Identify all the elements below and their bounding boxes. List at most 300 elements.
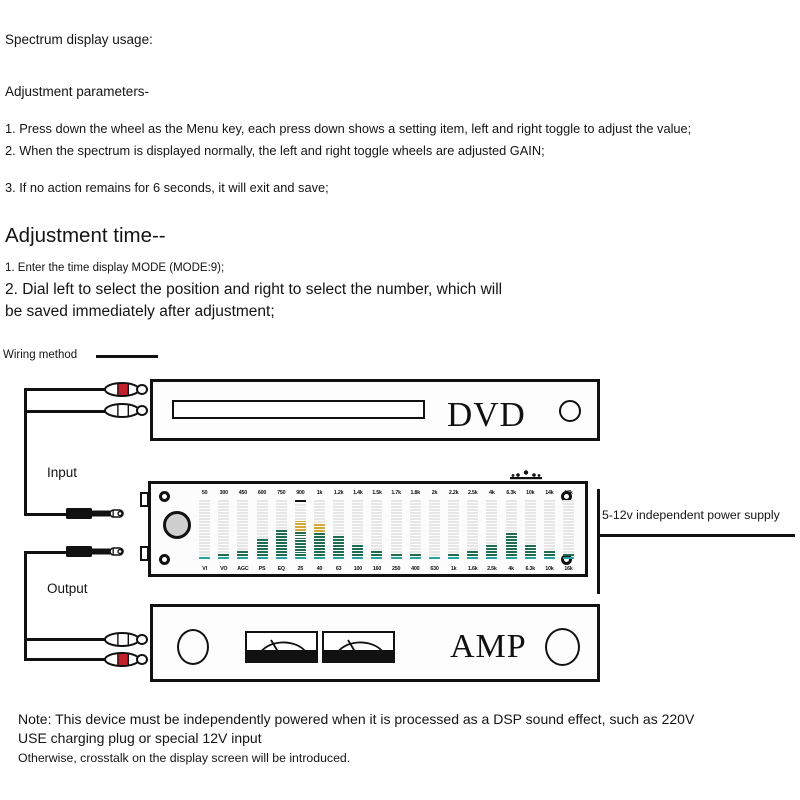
spectrum-segment [352, 557, 363, 559]
spectrum-segment [276, 506, 287, 508]
spectrum-segment [429, 533, 440, 535]
spectrum-segment [486, 524, 497, 526]
spectrum-segment [410, 518, 421, 520]
spectrum-segment [257, 554, 268, 556]
spectrum-segment [525, 554, 536, 556]
spectrum-segment [525, 539, 536, 541]
spectrum-segment [333, 521, 344, 523]
spectrum-display-panel [148, 481, 588, 577]
spectrum-segment [371, 500, 382, 502]
spectrum-bottom-label: VI [202, 566, 207, 572]
spectrum-segment [448, 530, 459, 532]
spectrum-segment [237, 512, 248, 514]
spectrum-segment [314, 536, 325, 538]
spectrum-top-label: 18k [564, 490, 573, 496]
spectrum-segment [257, 542, 268, 544]
spectrum-segment [544, 527, 555, 529]
spectrum-segment [506, 524, 517, 526]
wire-input-second [24, 410, 106, 413]
panel-side-connector-bottom [140, 546, 149, 561]
spectrum-segment [563, 545, 574, 547]
spectrum-segment [237, 524, 248, 526]
spectrum-segment [429, 500, 440, 502]
time-step-1: 1. Enter the time display MODE (MODE:9); [5, 262, 225, 274]
spectrum-segment [276, 515, 287, 517]
spectrum-segment [295, 507, 306, 509]
spectrum-bottom-label: AGC [237, 566, 249, 572]
spectrum-segment [391, 530, 402, 532]
rca-connector-white-output [104, 632, 150, 647]
spectrum-segment [506, 521, 517, 523]
spectrum-segment [276, 542, 287, 544]
spectrum-segment [295, 538, 306, 540]
spectrum-segment [467, 521, 478, 523]
spectrum-segment [448, 512, 459, 514]
spectrum-segment [410, 557, 421, 559]
usage-title: Spectrum display usage: [5, 32, 153, 47]
spectrum-segment [391, 539, 402, 541]
spectrum-segment [486, 530, 497, 532]
antenna-icon [510, 470, 542, 480]
spectrum-segment [525, 548, 536, 550]
spectrum-segment [506, 551, 517, 553]
spectrum-segment [429, 512, 440, 514]
dvd-label: DVD [447, 395, 526, 434]
spectrum-segment [448, 500, 459, 502]
spectrum-segment [276, 548, 287, 550]
spectrum-segment [237, 515, 248, 517]
spectrum-segment [467, 500, 478, 502]
spectrum-segment [352, 545, 363, 547]
spectrum-segment [295, 549, 306, 551]
note-line-2: USE charging plug or special 12V input [18, 730, 262, 746]
amp-knob-right[interactable] [545, 628, 580, 666]
spectrum-bottom-label: 25 [297, 566, 304, 572]
param-step-1: 1. Press down the wheel as the Menu key, each press down shows a setting item, left and right toggle to adjust the value; [5, 121, 692, 136]
spectrum-segment [448, 521, 459, 523]
spectrum-segment [218, 530, 229, 532]
spectrum-segment [563, 524, 574, 526]
spectrum-segment [410, 500, 421, 502]
spectrum-segment [544, 509, 555, 511]
wire-output-rca-bot [24, 658, 106, 661]
spectrum-segment [333, 506, 344, 508]
dvd-disc-slot [172, 400, 425, 419]
spectrum-segment [371, 521, 382, 523]
spectrum-segment [429, 536, 440, 538]
spectrum-segment [467, 536, 478, 538]
spectrum-segment [237, 533, 248, 535]
spectrum-bottom-label: 160 [372, 566, 382, 572]
spectrum-bar-column [310, 500, 329, 560]
spectrum-segment [199, 536, 210, 538]
spectrum-segment [352, 554, 363, 556]
spectrum-bar-column [425, 500, 444, 560]
spectrum-segment [544, 524, 555, 526]
spectrum-segment [506, 533, 517, 535]
spectrum-bar-column [406, 500, 425, 560]
spectrum-segment [276, 500, 287, 502]
spectrum-segment [525, 515, 536, 517]
spectrum-segment [371, 536, 382, 538]
spectrum-segment [486, 521, 497, 523]
spectrum-segment [506, 539, 517, 541]
spectrum-segment [371, 542, 382, 544]
spectrum-segment [467, 503, 478, 505]
spectrum-bottom-label: 1k [450, 566, 457, 572]
spectrum-segment [199, 503, 210, 505]
spectrum-segment [314, 503, 325, 505]
spectrum-segment [563, 512, 574, 514]
spectrum-segment [295, 529, 306, 531]
spectrum-segment [410, 506, 421, 508]
spectrum-segment [314, 533, 325, 535]
spectrum-segment [391, 548, 402, 550]
spectrum-bottom-label: 16k [564, 566, 573, 572]
spectrum-segment [544, 503, 555, 505]
spectrum-bottom-label: EQ [277, 566, 285, 572]
spectrum-segment [333, 512, 344, 514]
spectrum-segment [525, 524, 536, 526]
spectrum-segment [295, 518, 306, 520]
spectrum-segment [333, 548, 344, 550]
spectrum-segment [257, 500, 268, 502]
spectrum-segment [448, 509, 459, 511]
spectrum-segment [295, 504, 306, 506]
spectrum-segment [506, 536, 517, 538]
spectrum-segment [257, 557, 268, 559]
note-line-1: Note: This device must be independently powered when it is processed as a DSP sound effect, such as 220V [18, 711, 695, 727]
spectrum-segment [429, 548, 440, 550]
spectrum-segment [218, 506, 229, 508]
spectrum-segment [525, 500, 536, 502]
spectrum-top-label: 1.4k [353, 490, 363, 496]
spectrum-segment [391, 521, 402, 523]
spectrum-segment [333, 539, 344, 541]
spectrum-segment [199, 515, 210, 517]
spectrum-top-label: 2.2k [448, 490, 459, 496]
spectrum-segment [314, 515, 325, 517]
spectrum-segment [199, 557, 210, 559]
spectrum-segment [295, 523, 306, 525]
spectrum-segment [506, 530, 517, 532]
spectrum-segment [257, 503, 268, 505]
spectrum-segment [429, 545, 440, 547]
spectrum-segment [467, 512, 478, 514]
spectrum-segment [257, 533, 268, 535]
spectrum-segment [314, 530, 325, 532]
spectrum-segment [371, 524, 382, 526]
spectrum-bottom-label: 630 [430, 566, 439, 572]
spectrum-segment [314, 539, 325, 541]
spectrum-segment [333, 509, 344, 511]
rca-connector-red-output [104, 652, 150, 667]
spectrum-segment [448, 548, 459, 550]
spectrum-segment [544, 542, 555, 544]
time-step-2-line2: be saved immediately after adjustment; [5, 303, 275, 320]
spectrum-segment [486, 542, 497, 544]
spectrum-segment [371, 545, 382, 547]
spectrum-segment [333, 551, 344, 553]
spectrum-segment [391, 554, 402, 556]
spectrum-bar-column [291, 500, 310, 560]
spectrum-segment [199, 506, 210, 508]
spectrum-bar-column [233, 500, 252, 560]
spectrum-segment [467, 545, 478, 547]
spectrum-segment [448, 545, 459, 547]
spectrum-top-label: 2.5k [468, 490, 478, 496]
spectrum-segment [218, 539, 229, 541]
spectrum-segment [563, 503, 574, 505]
spectrum-segment [391, 503, 402, 505]
spectrum-segment [237, 506, 248, 508]
spectrum-segment [276, 524, 287, 526]
spectrum-segment [352, 509, 363, 511]
spectrum-segment [467, 509, 478, 511]
spectrum-segment [237, 557, 248, 559]
spectrum-segment [257, 524, 268, 526]
spectrum-segment [199, 551, 210, 553]
input-label: Input [47, 465, 78, 480]
spectrum-top-label: 1.7k [391, 490, 401, 496]
spectrum-segment [333, 524, 344, 526]
spectrum-segment [218, 536, 229, 538]
spectrum-segment [276, 521, 287, 523]
spectrum-segment [237, 521, 248, 523]
spectrum-segment [467, 515, 478, 517]
spectrum-segment [544, 512, 555, 514]
spectrum-segment [467, 551, 478, 553]
spectrum-segment [467, 554, 478, 556]
spectrum-segment [467, 518, 478, 520]
spectrum-segment [429, 503, 440, 505]
spectrum-segment [276, 512, 287, 514]
spectrum-segment [544, 554, 555, 556]
spectrum-segment [276, 551, 287, 553]
spectrum-segment [544, 557, 555, 559]
spectrum-segment [257, 512, 268, 514]
spectrum-segment [486, 518, 497, 520]
spectrum-segment [486, 533, 497, 535]
spectrum-segment [352, 539, 363, 541]
spectrum-segment [525, 518, 536, 520]
spectrum-bar-column [252, 500, 271, 560]
spectrum-segment [295, 512, 306, 514]
spectrum-segment [506, 545, 517, 547]
spectrum-segment [218, 551, 229, 553]
power-supply-label: 5-12v independent power supply [602, 508, 780, 522]
params-title: Adjustment parameters- [5, 84, 150, 99]
spectrum-segment [448, 536, 459, 538]
spectrum-segment [218, 554, 229, 556]
spectrum-segment [391, 506, 402, 508]
spectrum-bar-column [367, 500, 386, 560]
spectrum-segment [333, 530, 344, 532]
spectrum-segment [467, 527, 478, 529]
wiring-underline [96, 355, 158, 358]
spectrum-bar-column [540, 500, 559, 560]
spectrum-segment [371, 527, 382, 529]
spectrum-top-label: 2k [431, 490, 438, 496]
spectrum-segment [525, 527, 536, 529]
encoder-wheel-knob[interactable] [163, 511, 191, 539]
spectrum-segment [486, 503, 497, 505]
spectrum-segment [410, 533, 421, 535]
spectrum-segment [410, 509, 421, 511]
spectrum-segment [295, 521, 306, 523]
panel-side-connector-top [140, 492, 149, 507]
spectrum-segment [525, 542, 536, 544]
spectrum-segment [506, 557, 517, 559]
spectrum-bottom-label: VO [220, 566, 228, 572]
spectrum-segment [563, 506, 574, 508]
spectrum-segment [371, 539, 382, 541]
spectrum-bottom-label: PS [258, 566, 266, 572]
spectrum-segment [199, 548, 210, 550]
vu-meter-left-base [247, 650, 316, 661]
spectrum-top-label: 1.8k [410, 490, 421, 496]
spectrum-segment [486, 539, 497, 541]
spectrum-segment [467, 548, 478, 550]
spectrum-bars [195, 500, 578, 560]
spectrum-segment [257, 509, 268, 511]
spectrum-segment [352, 518, 363, 520]
spectrum-segment [544, 530, 555, 532]
spectrum-segment [371, 515, 382, 517]
spectrum-segment [391, 512, 402, 514]
spectrum-segment [276, 536, 287, 538]
spectrum-segment [218, 524, 229, 526]
spectrum-segment [333, 500, 344, 502]
wire-input-to-jack [24, 513, 69, 516]
spectrum-segment [295, 552, 306, 554]
screw-bottom-left [159, 554, 170, 565]
time-step-2-line1: 2. Dial left to select the position and right to select the number, which will [5, 281, 503, 298]
spectrum-segment [429, 542, 440, 544]
spectrum-segment [371, 548, 382, 550]
spectrum-segment [257, 551, 268, 553]
spectrum-bottom-label: 400 [411, 566, 420, 572]
spectrum-segment [352, 530, 363, 532]
spectrum-segment [371, 551, 382, 553]
spectrum-segment [257, 536, 268, 538]
spectrum-segment [563, 536, 574, 538]
spectrum-segment [237, 509, 248, 511]
spectrum-segment [563, 554, 574, 556]
spectrum-segment [333, 554, 344, 556]
spectrum-segment [448, 506, 459, 508]
spectrum-segment [371, 512, 382, 514]
spectrum-segment [276, 539, 287, 541]
spectrum-segment [295, 557, 306, 559]
spectrum-segment [352, 512, 363, 514]
spectrum-segment [295, 526, 306, 528]
spectrum-segment [276, 533, 287, 535]
spectrum-bottom-label: 2.5k [487, 566, 497, 572]
spectrum-segment [333, 518, 344, 520]
spectrum-segment [410, 536, 421, 538]
spectrum-segment [448, 527, 459, 529]
spectrum-segment [276, 530, 287, 532]
spectrum-segment [391, 515, 402, 517]
spectrum-segment [563, 500, 574, 502]
spectrum-segment [314, 545, 325, 547]
spectrum-segment [525, 512, 536, 514]
spectrum-segment [429, 509, 440, 511]
rca-connector-white-input [104, 403, 150, 418]
spectrum-segment [237, 548, 248, 550]
dvd-knob[interactable] [559, 400, 581, 422]
spectrum-segment [314, 551, 325, 553]
spectrum-segment [276, 557, 287, 559]
spectrum-bar-column [521, 500, 540, 560]
spectrum-top-label: 300 [219, 490, 228, 496]
spectrum-segment [333, 536, 344, 538]
spectrum-segment [199, 500, 210, 502]
spectrum-segment [525, 551, 536, 553]
spectrum-segment [563, 533, 574, 535]
spectrum-segment [218, 548, 229, 550]
spectrum-bar-column [195, 500, 214, 560]
spectrum-bar-column [502, 500, 521, 560]
spectrum-segment [371, 530, 382, 532]
spectrum-segment [486, 500, 497, 502]
spectrum-segment [467, 557, 478, 559]
spectrum-segment [506, 515, 517, 517]
spectrum-segment [276, 545, 287, 547]
spectrum-segment [276, 527, 287, 529]
spectrum-segment [314, 521, 325, 523]
spectrum-segment [352, 527, 363, 529]
spectrum-segment [506, 506, 517, 508]
spectrum-segment [563, 515, 574, 517]
spectrum-segment [506, 527, 517, 529]
spectrum-segment [448, 503, 459, 505]
spectrum-segment [486, 509, 497, 511]
spectrum-segment [391, 500, 402, 502]
spectrum-segment [391, 527, 402, 529]
spectrum-segment [352, 536, 363, 538]
spectrum-segment [333, 527, 344, 529]
spectrum-segment [257, 506, 268, 508]
spectrum-segment [333, 503, 344, 505]
spectrum-segment [563, 527, 574, 529]
spectrum-segment [467, 542, 478, 544]
spectrum-segment [448, 518, 459, 520]
spectrum-segment [237, 530, 248, 532]
spectrum-bottom-label: 6.3k [525, 566, 535, 572]
spectrum-segment [448, 524, 459, 526]
spectrum-segment [525, 503, 536, 505]
spectrum-segment [333, 557, 344, 559]
spectrum-segment [544, 536, 555, 538]
spectrum-segment [506, 503, 517, 505]
spectrum-segment [199, 518, 210, 520]
spectrum-segment [314, 518, 325, 520]
spectrum-segment [429, 530, 440, 532]
spectrum-segment [237, 503, 248, 505]
spectrum-segment [314, 506, 325, 508]
spectrum-top-label: 14k [545, 490, 554, 496]
amp-knob-left[interactable] [177, 629, 209, 665]
spectrum-top-label: 4k [489, 490, 495, 496]
spectrum-segment [506, 512, 517, 514]
spectrum-segment [352, 533, 363, 535]
spectrum-bottom-label: 10k [545, 566, 554, 572]
spectrum-segment [467, 506, 478, 508]
spectrum-segment [467, 539, 478, 541]
spectrum-segment [544, 551, 555, 553]
